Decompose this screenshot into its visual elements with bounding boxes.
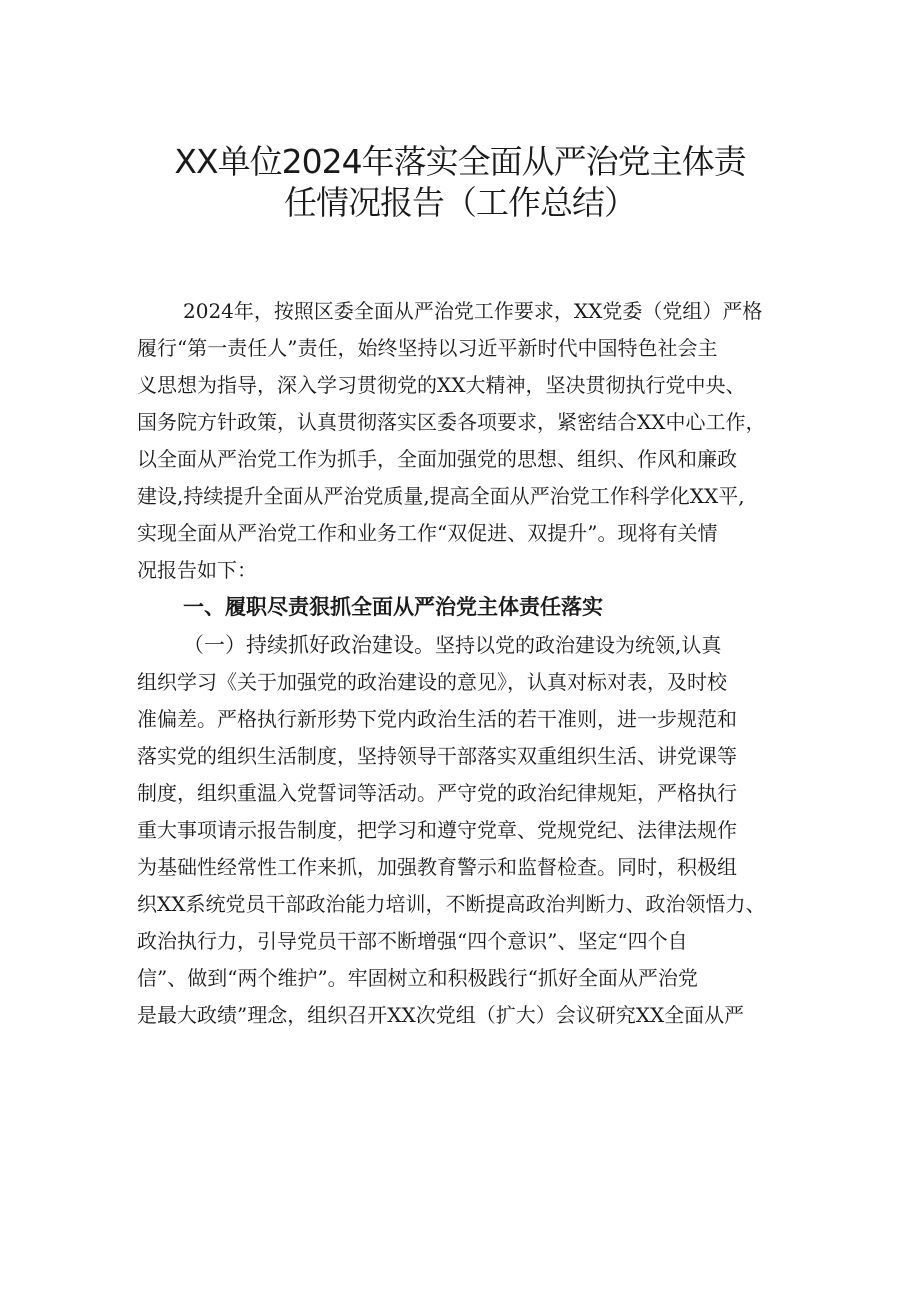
- subsection-line: 准偏差。严格执行新形势下党内政治生活的若干准则，进一步规范和: [137, 707, 737, 731]
- subsection-line: 信”、做到“两个维护”。牢固树立和积极践行“抓好全面从严治党: [137, 966, 698, 990]
- subsection-line: 政治执行力，引导党员干部不断增强“四个意识”、坚定“四个自: [137, 929, 688, 953]
- intro-line: 义思想为指导，深入学习贯彻党的XX大精神，坚决贯彻执行党中央、: [137, 373, 746, 397]
- document-title-line-1: XX单位2024年落实全面从严治党主体责: [174, 142, 746, 181]
- intro-line: 国务院方针政策，认真贯彻落实区委各项要求，紧密结合XX中心工作，: [137, 410, 766, 434]
- subsection-line: 织XX系统党员干部政治能力培训，不断提高政治判断力、政治领悟力、: [137, 892, 766, 916]
- document-title-line-2: 任情况报告（工作总结）: [284, 183, 636, 222]
- intro-line: 以全面从严治党工作为抓手，全面加强党的思想、组织、作风和廉政: [137, 447, 737, 471]
- subsection-line: 是最大政绩”理念，组织召开XX次党组（扩大）会议研究XX全面从严: [137, 1003, 745, 1027]
- intro-line: 况报告如下：: [137, 558, 257, 582]
- intro-line: 建设,持续提升全面从严治党质量,提高全面从严治党工作科学化XX平,: [137, 484, 745, 508]
- intro-line: 2024年，按照区委全面从严治党工作要求，XX党委（党组）严格: [183, 299, 763, 323]
- intro-line: 履行“第一责任人”责任，始终坚持以习近平新时代中国特色社会主: [137, 336, 718, 360]
- intro-line: 实现全面从严治党工作和业务工作“双促进、双提升”。现将有关情: [137, 521, 718, 545]
- subsection-line: 制度，组织重温入党誓词等活动。严守党的政治纪律规矩，严格执行: [137, 781, 737, 805]
- subsection-line: 落实党的组织生活制度，坚持领导干部落实双重组织生活、讲党课等: [137, 744, 737, 768]
- subsection-heading: （一）持续抓好政治建设。: [183, 633, 435, 657]
- section-heading: 一、履职尽责狠抓全面从严治党主体责任落实: [183, 595, 603, 619]
- subsection-first-line: [183, 631, 721, 659]
- subsection-line: 重大事项请示报告制度，把学习和遵守党章、党规党纪、法律法规作: [137, 818, 737, 842]
- subsection-first-line-text: 坚持以党的政治建设为统领,认真: [435, 633, 722, 657]
- subsection-line: 为基础性经常性工作来抓，加强教育警示和监督检查。同时，积极组: [137, 855, 737, 879]
- subsection-line: 组织学习《关于加强党的政治建设的意见》，认真对标对表，及时校: [137, 670, 727, 694]
